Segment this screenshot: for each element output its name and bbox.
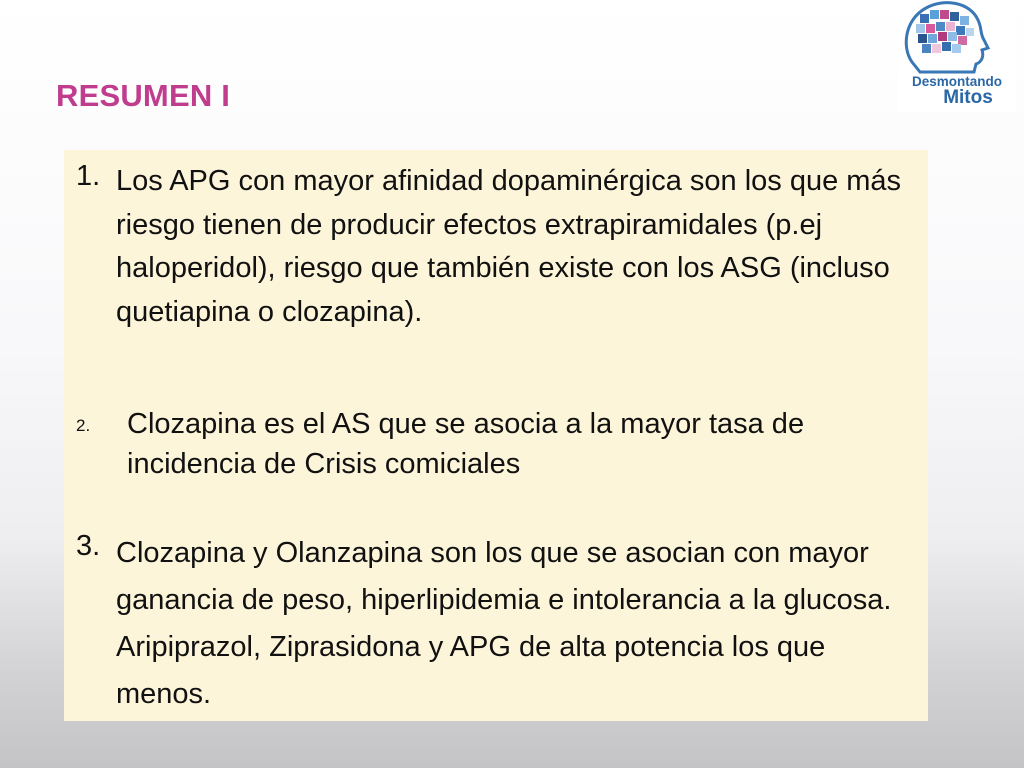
summary-item (76, 404, 906, 484)
logo-text-desmontando: Desmontando (911, 74, 1002, 89)
summary-box (64, 150, 928, 721)
summary-item (76, 160, 906, 334)
item-number: 1. (76, 160, 101, 192)
summary-item (76, 530, 906, 718)
logo-text-mitos: Mitos (943, 87, 993, 108)
slide-title: RESUMEN I (56, 78, 231, 113)
item-text: Los APG con mayor afinidad dopaminérgica son los que más riesgo tienen de producir efectos extrapiramidales (p.ej haloperidol), riesgo que también existe con los ASG (incluso quetiapina o clozapina). (116, 165, 902, 328)
item-text: Clozapina y Olanzapina son los que se asocian con mayor ganancia de peso, hiperlipidemia e intolerancia a la glucosa. Aripiprazol, Ziprasidona y APG de alta potencia los que menos. (116, 537, 892, 710)
item-number: 3. (76, 530, 101, 562)
item-text: Clozapina es el AS que se asocia a la mayor tasa de incidencia de Crisis comiciales (127, 408, 805, 480)
item-number: 2. (76, 416, 91, 435)
desmontando-mitos-logo (898, 0, 1016, 112)
